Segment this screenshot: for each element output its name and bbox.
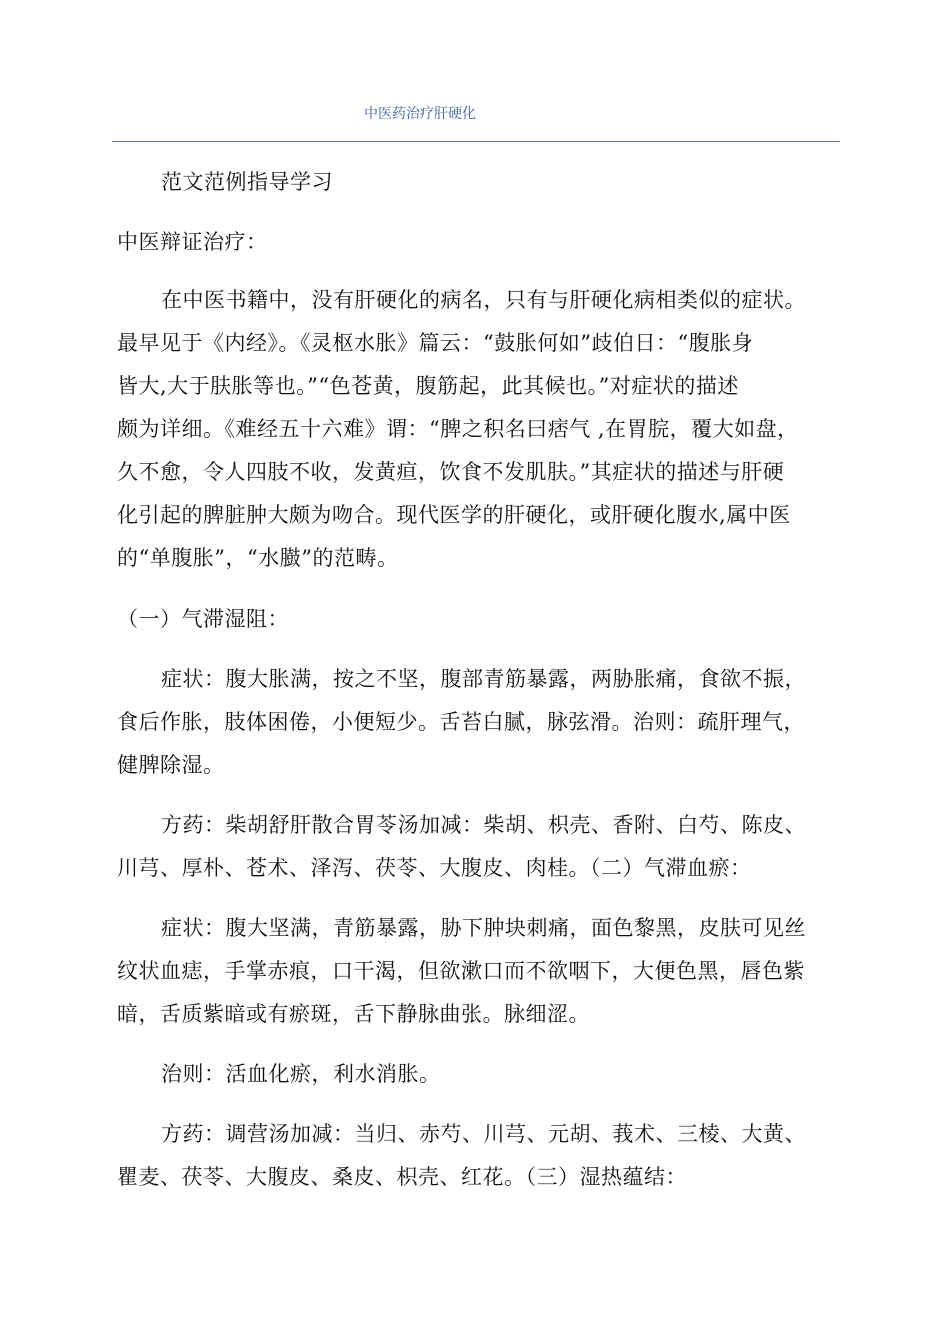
body-text-line: 最早见于《内经》。《灵枢水胀》篇云：“鼓胀何如”歧伯日：“腹胀身: [117, 331, 754, 355]
body-text-line: 化引起的脾脏肿大颇为吻合。现代医学的肝硬化，或肝硬化腹水,属中医: [117, 503, 791, 527]
section-heading: 中医辩证治疗：: [117, 230, 268, 254]
body-text-line: 健脾除湿。: [117, 753, 225, 777]
body-text-line: 纹状血痣，手掌赤痕，口干渴，但欲漱口而不欲咽下，大便色黑，唇色紫: [117, 959, 805, 983]
body-text-line: 瞿麦、茯苓、大腹皮、桑皮、枳壳、红花。（三）湿热蕴结：: [117, 1165, 687, 1189]
intro-heading: 范文范例指导学习: [161, 170, 333, 194]
body-text-line: 川芎、厚朴、苍术、泽泻、茯苓、大腹皮、肉桂。（二）气滞血瘀：: [117, 856, 752, 880]
body-text-line: 皆大,大于肤胀等也。”“色苍黄，腹筋起，此其候也。”对症状的描述: [117, 374, 739, 398]
body-text-line: 方药：柴胡舒肝散合胃苓汤加减：柴胡、枳壳、香附、白芍、陈皮、: [161, 813, 806, 837]
body-text-line: 治则：活血化瘀，利水消胀。: [161, 1062, 441, 1086]
body-text-line: 食后作胀，肢体困倦，小便短少。舌苔白腻，脉弦滑。治则：疏肝理气，: [117, 710, 805, 734]
body-text-line: 久不愈，令人四肢不收，发黄疸，饮食不发肌肤。”其症状的描述与肝硬: [117, 460, 785, 484]
body-text-line: 方药：调营汤加减：当归、赤芍、川芎、元胡、莪术、三棱、大黄、: [161, 1122, 806, 1146]
subsection-heading: （一）气滞湿阻：: [117, 607, 289, 631]
body-text-line: 暗，舌质紫暗或有瘀斑，舌下静脉曲张。脉细涩。: [117, 1002, 590, 1026]
body-text-line: 在中医书籍中，没有肝硬化的病名，只有与肝硬化病相类似的症状。: [161, 288, 806, 312]
page-header-title: 中医药治疗肝硬化: [364, 106, 476, 122]
body-text-line: 颇为详细。《难经五十六难》谓：“脾之积名曰痞气 ,在胃脘，覆大如盘，: [117, 417, 799, 441]
body-text-line: 症状：腹大胀满，按之不坚，腹部青筋暴露，两胁胀痛，食欲不振，: [161, 667, 806, 691]
body-text-line: 的“单腹胀”，“水臌”的范畴。: [117, 546, 399, 570]
header-divider: [112, 141, 840, 142]
body-text-line: 症状：腹大坚满，青筋暴露，胁下肿块刺痛，面色黎黑，皮肤可见丝: [161, 916, 806, 940]
